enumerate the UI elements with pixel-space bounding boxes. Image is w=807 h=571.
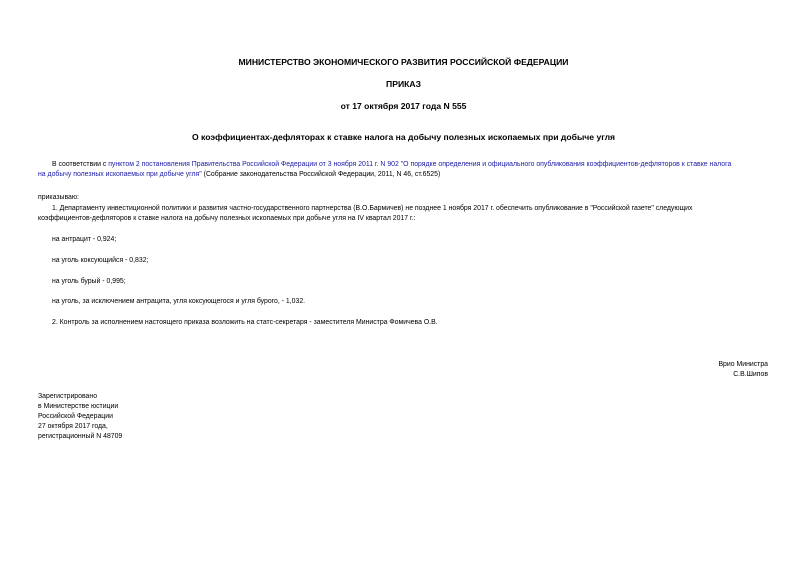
coefficient-brown-coal: на уголь бурый - 0,995; [52,278,126,285]
item-1-line-2: коэффициентов-дефляторов к ставке налога на добычу полезных ископаемых при добыче угля на IV квартал 2017 г.: [38,215,416,222]
registration-line: в Министерстве юстиции [38,403,119,410]
signatory-position: Врио Министра [718,361,768,368]
ministry-heading: МИНИСТЕРСТВО ЭКОНОМИЧЕСКОГО РАЗВИТИЯ РОССИЙСКОЙ ФЕДЕРАЦИИ [238,57,569,67]
doc-type-heading: ПРИКАЗ [386,79,421,89]
preamble-suffix: (Собрание законодательства Российской Федерации, 2011, N 46, ст.6525) [201,171,441,178]
preamble-prefix: В соответствии с [52,161,109,168]
item-1-line-1: 1. Департаменту инвестиционной политики и развития частно-государственного партнерства (В.О.Бармичев) не позднее 1 ноября 2017 г. обеспечить опубликование в "Российской газете" следующих [52,205,693,212]
registration-line: Российской Федерации [38,413,113,420]
signatory-name: С.В.Шипов [733,371,768,378]
resolution-link-continued[interactable]: на добычу полезных ископаемых при добыче угля" [38,171,202,178]
coefficient-coking-coal: на уголь коксующийся - 0,832; [52,257,149,264]
item-2: 2. Контроль за исполнением настоящего приказа возложить на статс-секретаря - заместителя Министра Фомичева О.В. [52,319,438,326]
doc-date-heading: от 17 октября 2017 года N 555 [340,101,467,111]
preamble-line-1 [52,160,731,170]
registration-line: Зарегистрировано [38,393,98,400]
registration-line: 27 октября 2017 года, [38,423,108,430]
document-title: О коэффициентах-дефляторах к ставке налога на добычу полезных ископаемых при добыче угля [191,132,616,142]
registration-line: регистрационный N 48709 [38,433,123,440]
resolution-link[interactable]: пунктом 2 постановления Правительства Российской Федерации от 3 ноября 2011 г. N 902 "О порядке определения и официального опубликования коэффициентов-дефляторов к ставке налога [108,161,732,168]
coefficient-other-coal: на уголь, за исключением антрацита, угля коксующегося и угля бурого, - 1,032. [52,298,306,305]
order-word: приказываю: [38,194,79,201]
preamble-line-2 [38,170,440,180]
coefficient-anthracite: на антрацит - 0,924; [52,236,117,243]
